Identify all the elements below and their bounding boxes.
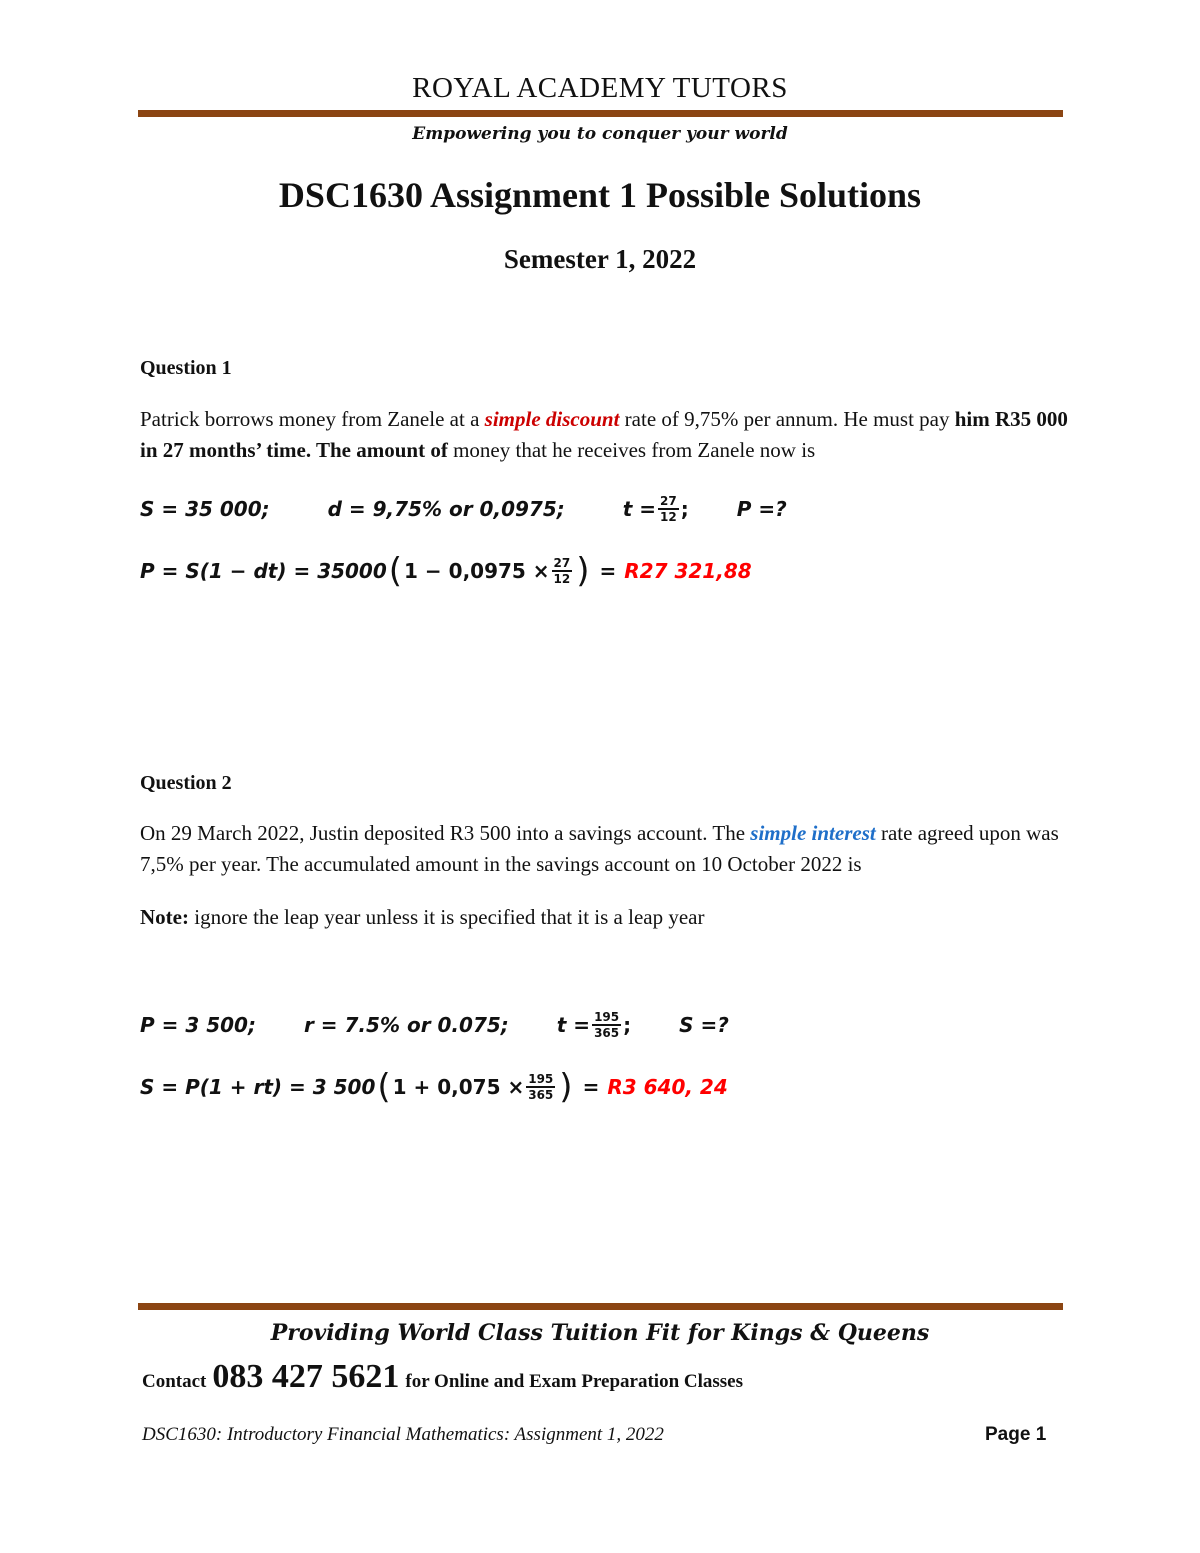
q2-f-denominator: 365 [528,1088,554,1102]
q2-t-denominator: 365 [594,1026,620,1040]
contact-prefix: Contact [142,1371,207,1392]
q1-t-denominator: 12 [660,510,677,524]
q1-formula-inner: 1 − 0,0975 × [404,559,550,583]
q1-f-numerator: 27 [553,556,571,570]
q1-text-2: rate of 9,75% per annum. He must pay [624,407,950,431]
q1-formula-lhs: P = S(1 − dt) = 35000 [140,559,387,583]
q2-highlight: simple interest [750,821,876,845]
q2-given-t-label: t = [556,1013,591,1037]
q1-given-s: S = 35 000; [140,497,270,521]
q1-given-t-label: t = [622,497,657,521]
q2-given-p: P = 3 500; [140,1013,256,1037]
q2-note-label: Note: [140,905,189,929]
q2-t-numerator: 195 [594,1010,620,1024]
contact-phone: 083 427 5621 [212,1358,400,1395]
q1-formula: P = S(1 − dt) = 35000 ( 1 − 0,0975 × $\frac{27}{12}$ ) = R27 321,88 [140,551,752,591]
question-2-text [140,818,1070,880]
header-rule [138,110,1063,117]
contact-suffix: for Online and Exam Preparation Classes [405,1371,744,1392]
q2-formula-inner: 1 + 0,075 × [392,1075,525,1099]
footer-rule [138,1303,1063,1310]
q2-formula-lhs: S = P(1 + rt) = 3 500 [140,1075,376,1099]
q2-formula-equals: = [582,1075,600,1099]
q1-formula-fraction [552,556,573,586]
tagline: Empowering you to conquer your world [412,124,788,144]
q1-text-3: money that he receives from Zanele now is [453,438,816,462]
page-number: Page 1 [985,1424,1047,1445]
document-title: DSC1630 Assignment 1 Possible Solutions [278,175,922,215]
q2-unknown: S =? [679,1013,729,1037]
q1-f-denominator: 12 [553,572,571,586]
q1-given-t-fraction [658,494,679,524]
footer-slogan: Providing World Class Tuition Fit for Kings & Queens [270,1320,930,1346]
q1-bold-text: him R35 000 in 27 months’ time. The amount of [140,407,1068,462]
q2-given-r: r = 7.5% or 0.075; [303,1013,509,1037]
q2-formula: S = P(1 + rt) = 3 500 ( 1 + 0,075 × $\frac{195}{365}$ ) = R3 640, 24 [140,1067,728,1107]
q1-text-1: Patrick borrows money from Zanele at a [140,407,480,431]
q2-note-text: ignore the leap year unless it is specified that it is a leap year [194,905,705,929]
q1-given-t-end: ; [680,497,689,521]
semester-label: Semester 1, 2022 [503,244,697,274]
question-1-text [140,404,1070,466]
q1-answer: R27 321,88 [624,559,752,583]
q2-given-t-end: ; [623,1013,632,1037]
q1-t-numerator: 27 [660,494,677,508]
q1-highlight: simple discount [484,407,620,431]
contact-line [142,1358,743,1396]
org-name: ROYAL ACADEMY TUTORS [412,72,788,104]
q2-f-numerator: 195 [528,1072,554,1086]
q1-formula-equals: = [599,559,617,583]
q2-formula-fraction [526,1072,555,1102]
q2-given-t-fraction [592,1010,621,1040]
q2-answer: R3 640, 24 [607,1075,728,1099]
q2-text-1: On 29 March 2022, Justin deposited R3 500 into a savings account. The [140,821,746,845]
question-2-heading: Question 2 [140,772,232,794]
q2-givens [140,1010,729,1040]
q1-givens [140,494,787,524]
q1-unknown: P =? [736,497,787,521]
q2-text-2: rate agreed upon was 7,5% per year. The accumulated amount in the savings account on 10 October 2022 is [140,821,1059,876]
footer-course: DSC1630: Introductory Financial Mathematics: Assignment 1, 2022 [142,1424,664,1445]
q2-note [140,902,1070,933]
q1-given-d: d = 9,75% or 0,0975; [327,497,565,521]
question-1-heading: Question 1 [140,357,232,379]
